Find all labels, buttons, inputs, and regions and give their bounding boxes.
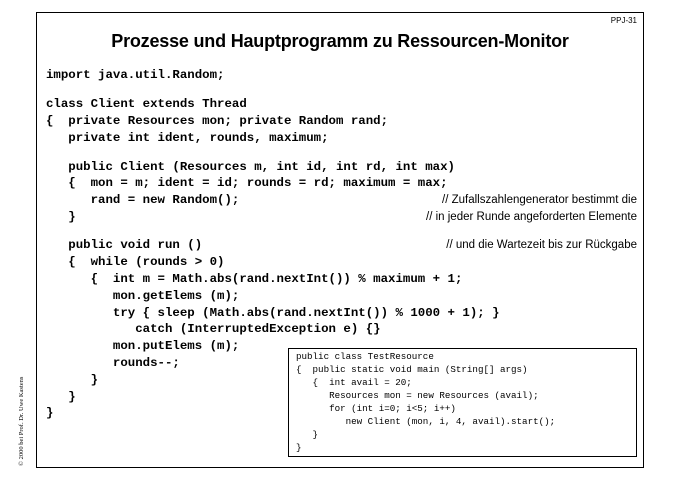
code-line: public void run () — [46, 238, 203, 252]
inset-code-line: Resources mon = new Resources (avail); — [296, 390, 539, 401]
inset-code-line: { public static void main (String[] args) — [296, 364, 528, 375]
code-comment: // und die Wartezeit bis zur Rückgabe — [446, 239, 637, 251]
code-line: mon.getElems (m); — [46, 289, 240, 303]
code-line: { while (rounds > 0) — [46, 255, 225, 269]
test-resource-box — [288, 348, 637, 457]
code-line: class Client extends Thread — [46, 97, 247, 111]
code-line: rounds--; — [46, 356, 180, 370]
code-comment: // Zufallszahlengenerator bestimmt die — [442, 194, 637, 206]
code-line: mon.putElems (m); — [46, 339, 240, 353]
code-line: { private Resources mon; private Random rand; — [46, 114, 389, 128]
inset-code-line: new Client (mon, i, 4, avail).start(); — [296, 416, 556, 427]
inset-code-line: } — [296, 442, 302, 453]
code-line: } — [46, 373, 99, 387]
code-line: catch (InterruptedException e) {} — [46, 322, 381, 336]
inset-code-line: { int avail = 20; — [296, 377, 412, 388]
code-line: } — [46, 390, 76, 404]
code-line: import java.util.Random; — [46, 68, 225, 82]
code-line: private int ident, rounds, maximum; — [46, 131, 329, 145]
code-line: public Client (Resources m, int id, int rd, int max) — [46, 160, 455, 174]
code-line: rand = new Random(); — [46, 193, 240, 207]
inset-code-line: for (int i=0; i<5; i++) — [296, 403, 456, 414]
inset-code-line: public class TestResource — [296, 351, 434, 362]
code-line: { int m = Math.abs(rand.nextInt()) % maximum + 1; — [46, 272, 463, 286]
page-title: Prozesse und Hauptprogramm zu Ressourcen-Monitor — [111, 31, 569, 51]
code-line: } — [46, 210, 76, 224]
inset-code-line: } — [296, 429, 319, 440]
code-line: { mon = m; ident = id; rounds = rd; maximum = max; — [46, 176, 448, 190]
code-line: } — [46, 406, 54, 420]
copyright-note: © 2000 bei Prof. Dr. Uwe Kastens — [18, 376, 25, 466]
slide — [36, 12, 644, 468]
code-comment: // in jeder Runde angeforderten Elemente — [426, 211, 637, 223]
page-number: PPJ-31 — [610, 16, 637, 25]
code-line: try { sleep (Math.abs(rand.nextInt()) % 1000 + 1); } — [46, 306, 500, 320]
